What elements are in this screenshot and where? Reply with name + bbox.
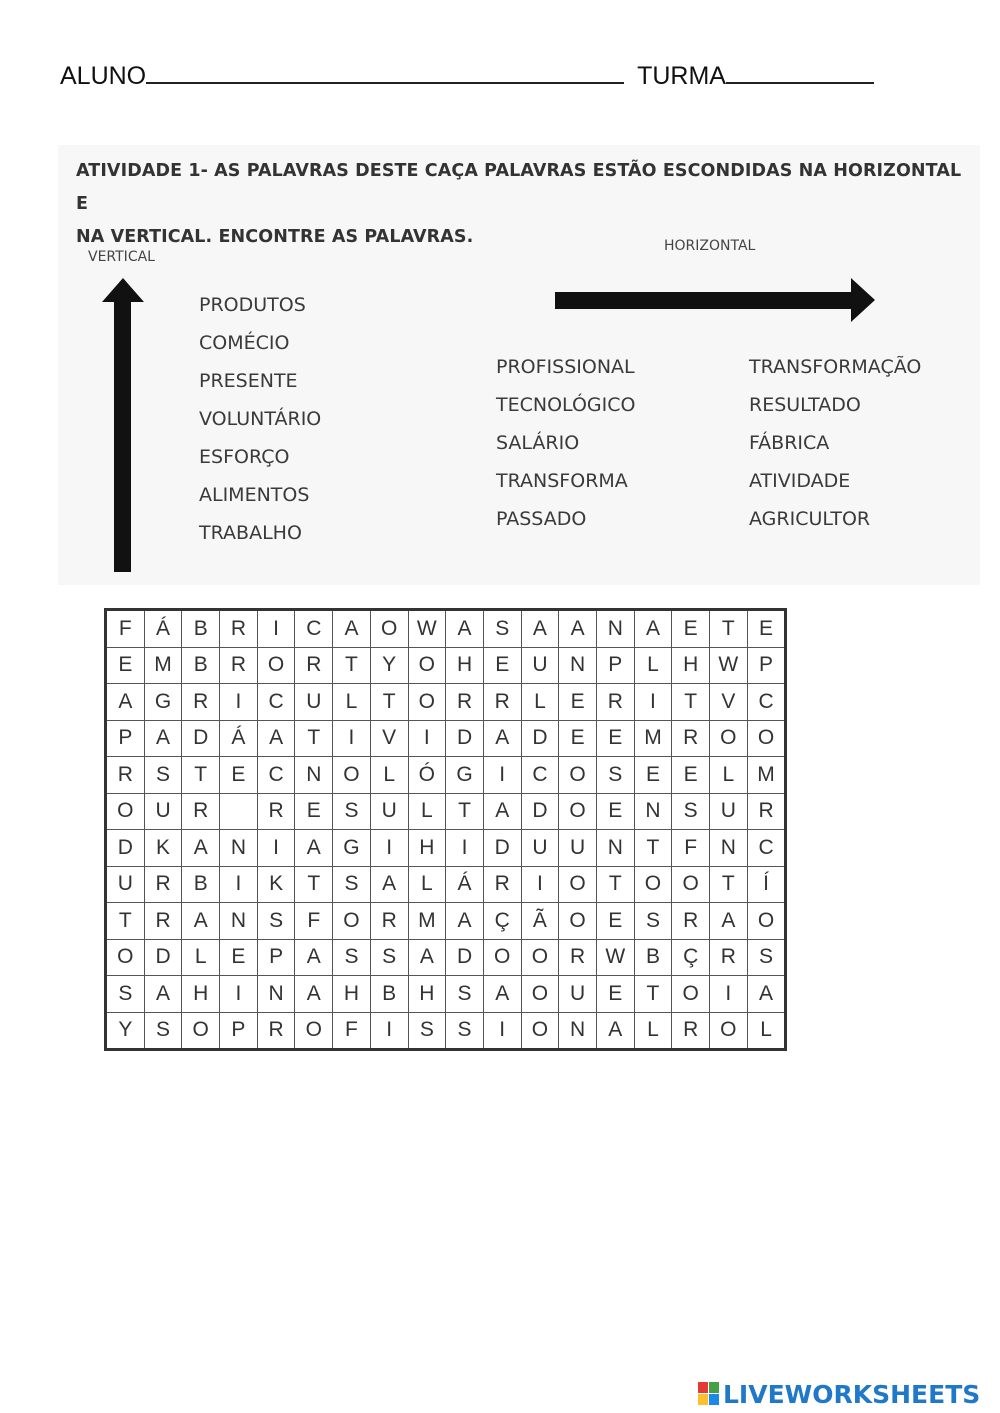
grid-cell[interactable]: A: [446, 903, 484, 940]
grid-cell[interactable]: O: [182, 1012, 220, 1050]
grid-cell[interactable]: T: [710, 866, 748, 903]
grid-cell[interactable]: I: [257, 830, 295, 867]
grid-cell[interactable]: H: [333, 976, 371, 1013]
vertical-word: ESFORÇO: [199, 446, 290, 468]
grid-cell[interactable]: N: [220, 903, 258, 940]
grid-cell[interactable]: R: [295, 647, 333, 684]
grid-cell[interactable]: O: [559, 793, 597, 830]
grid-cell[interactable]: S: [144, 1012, 182, 1050]
grid-cell[interactable]: O: [370, 610, 408, 648]
grid-cell[interactable]: M: [144, 647, 182, 684]
grid-cell[interactable]: P: [106, 720, 145, 757]
grid-cell[interactable]: D: [521, 793, 559, 830]
grid-cell[interactable]: Ç: [483, 903, 521, 940]
grid-cell[interactable]: T: [596, 866, 634, 903]
grid-cell[interactable]: N: [559, 647, 597, 684]
grid-cell[interactable]: Ã: [521, 903, 559, 940]
grid-cell[interactable]: W: [408, 610, 446, 648]
grid-cell[interactable]: T: [672, 684, 710, 721]
grid-cell[interactable]: R: [747, 793, 786, 830]
grid-cell[interactable]: D: [446, 720, 484, 757]
grid-cell[interactable]: P: [747, 647, 786, 684]
grid-cell[interactable]: O: [257, 647, 295, 684]
grid-cell[interactable]: O: [483, 939, 521, 976]
grid-cell[interactable]: K: [144, 830, 182, 867]
vertical-word: COMÉCIO: [199, 332, 290, 354]
grid-cell[interactable]: R: [596, 684, 634, 721]
grid-cell[interactable]: W: [710, 647, 748, 684]
grid-cell[interactable]: Í: [747, 866, 786, 903]
grid-cell[interactable]: R: [559, 939, 597, 976]
grid-cell[interactable]: C: [257, 684, 295, 721]
grid-cell[interactable]: [220, 793, 258, 830]
grid-cell[interactable]: Ç: [672, 939, 710, 976]
student-label: ALUNO: [60, 62, 147, 90]
grid-cell[interactable]: A: [483, 720, 521, 757]
grid-cell[interactable]: D: [521, 720, 559, 757]
grid-cell[interactable]: I: [220, 684, 258, 721]
grid-cell[interactable]: D: [483, 830, 521, 867]
grid-cell[interactable]: S: [257, 903, 295, 940]
grid-cell[interactable]: E: [596, 976, 634, 1013]
grid-cell[interactable]: H: [446, 647, 484, 684]
grid-cell[interactable]: S: [672, 793, 710, 830]
grid-cell[interactable]: L: [408, 793, 446, 830]
grid-cell[interactable]: M: [747, 757, 786, 794]
grid-row: [106, 610, 786, 648]
grid-cell[interactable]: W: [596, 939, 634, 976]
grid-cell[interactable]: U: [521, 830, 559, 867]
grid-cell[interactable]: A: [106, 684, 145, 721]
grid-row: [106, 976, 786, 1013]
grid-cell[interactable]: Á: [144, 610, 182, 648]
grid-cell[interactable]: O: [106, 939, 145, 976]
vertical-word: PRESENTE: [199, 370, 298, 392]
grid-cell[interactable]: O: [634, 866, 672, 903]
grid-cell[interactable]: O: [559, 866, 597, 903]
grid-cell[interactable]: A: [446, 610, 484, 648]
grid-cell[interactable]: N: [596, 830, 634, 867]
grid-cell[interactable]: N: [596, 610, 634, 648]
grid-cell[interactable]: T: [333, 647, 371, 684]
grid-cell[interactable]: O: [521, 976, 559, 1013]
grid-cell[interactable]: E: [220, 939, 258, 976]
grid-cell[interactable]: S: [596, 757, 634, 794]
grid-cell[interactable]: E: [559, 720, 597, 757]
grid-cell[interactable]: R: [710, 939, 748, 976]
grid-cell[interactable]: R: [672, 903, 710, 940]
grid-cell[interactable]: E: [483, 647, 521, 684]
grid-cell[interactable]: Y: [106, 1012, 145, 1050]
horizontal-word: TRANSFORMAÇÃO: [749, 356, 922, 378]
grid-cell[interactable]: A: [144, 720, 182, 757]
vertical-label: VERTICAL: [88, 249, 155, 265]
grid-cell[interactable]: H: [408, 830, 446, 867]
grid-cell[interactable]: O: [521, 1012, 559, 1050]
grid-cell[interactable]: E: [596, 793, 634, 830]
grid-cell[interactable]: O: [672, 866, 710, 903]
grid-cell[interactable]: U: [106, 866, 145, 903]
grid-cell[interactable]: E: [220, 757, 258, 794]
grid-cell[interactable]: N: [710, 830, 748, 867]
grid-cell[interactable]: N: [220, 830, 258, 867]
grid-cell[interactable]: O: [710, 1012, 748, 1050]
horizontal-word: TRANSFORMA: [496, 470, 628, 492]
vertical-word: VOLUNTÁRIO: [199, 408, 322, 430]
grid-cell[interactable]: G: [446, 757, 484, 794]
grid-cell[interactable]: O: [408, 647, 446, 684]
vertical-word: ALIMENTOS: [199, 484, 310, 506]
grid-cell[interactable]: C: [747, 830, 786, 867]
grid-cell[interactable]: R: [144, 866, 182, 903]
grid-cell[interactable]: B: [182, 647, 220, 684]
grid-cell[interactable]: B: [182, 610, 220, 648]
grid-cell[interactable]: G: [144, 684, 182, 721]
grid-cell[interactable]: A: [257, 720, 295, 757]
grid-cell[interactable]: E: [559, 684, 597, 721]
grid-cell[interactable]: D: [144, 939, 182, 976]
grid-cell[interactable]: A: [295, 939, 333, 976]
grid-cell[interactable]: S: [483, 610, 521, 648]
grid-cell[interactable]: U: [521, 647, 559, 684]
grid-row: [106, 830, 786, 867]
grid-cell[interactable]: S: [446, 976, 484, 1013]
grid-cell[interactable]: Á: [220, 720, 258, 757]
grid-cell[interactable]: L: [634, 647, 672, 684]
grid-cell[interactable]: R: [106, 757, 145, 794]
grid-cell[interactable]: L: [333, 684, 371, 721]
grid-cell[interactable]: T: [446, 793, 484, 830]
grid-cell[interactable]: M: [634, 720, 672, 757]
grid-cell[interactable]: I: [333, 720, 371, 757]
grid-cell[interactable]: E: [106, 647, 145, 684]
grid-cell[interactable]: R: [672, 720, 710, 757]
grid-cell[interactable]: O: [672, 976, 710, 1013]
grid-cell[interactable]: L: [710, 757, 748, 794]
grid-cell[interactable]: I: [634, 684, 672, 721]
grid-cell[interactable]: O: [747, 720, 786, 757]
grid-cell[interactable]: T: [634, 830, 672, 867]
grid-cell[interactable]: O: [521, 939, 559, 976]
grid-cell[interactable]: E: [634, 757, 672, 794]
grid-cell[interactable]: G: [333, 830, 371, 867]
grid-cell[interactable]: L: [370, 757, 408, 794]
grid-cell[interactable]: B: [634, 939, 672, 976]
grid-cell[interactable]: A: [408, 939, 446, 976]
grid-cell[interactable]: F: [333, 1012, 371, 1050]
grid-cell[interactable]: S: [106, 976, 145, 1013]
grid-row: [106, 866, 786, 903]
grid-cell[interactable]: E: [596, 903, 634, 940]
grid-cell[interactable]: A: [559, 610, 597, 648]
grid-cell[interactable]: E: [295, 793, 333, 830]
grid-cell[interactable]: R: [182, 793, 220, 830]
grid-row: [106, 793, 786, 830]
grid-cell[interactable]: F: [295, 903, 333, 940]
grid-cell[interactable]: O: [710, 720, 748, 757]
grid-cell[interactable]: D: [106, 830, 145, 867]
grid-cell[interactable]: T: [710, 610, 748, 648]
grid-cell[interactable]: O: [333, 757, 371, 794]
grid-cell[interactable]: P: [220, 1012, 258, 1050]
class-blank[interactable]: [726, 60, 874, 84]
grid-cell[interactable]: O: [295, 1012, 333, 1050]
grid-row: [106, 720, 786, 757]
horizontal-word-list-1: [496, 348, 635, 538]
horizontal-word: SALÁRIO: [496, 432, 580, 454]
grid-cell[interactable]: I: [220, 866, 258, 903]
grid-cell[interactable]: A: [483, 976, 521, 1013]
grid-cell[interactable]: L: [182, 939, 220, 976]
grid-cell[interactable]: P: [257, 939, 295, 976]
liveworksheets-logo-icon: [698, 1382, 720, 1406]
grid-cell[interactable]: A: [710, 903, 748, 940]
grid-cell[interactable]: L: [634, 1012, 672, 1050]
grid-cell[interactable]: E: [672, 757, 710, 794]
horizontal-word-list-2: [749, 348, 921, 538]
horizontal-word: PASSADO: [496, 508, 587, 530]
grid-cell[interactable]: A: [144, 976, 182, 1013]
grid-cell[interactable]: V: [710, 684, 748, 721]
horizontal-word: AGRICULTOR: [749, 508, 871, 530]
instructions: [76, 155, 976, 254]
grid-cell[interactable]: O: [408, 684, 446, 721]
grid-cell[interactable]: I: [483, 757, 521, 794]
grid-cell[interactable]: T: [295, 866, 333, 903]
grid-cell[interactable]: T: [370, 684, 408, 721]
grid-cell[interactable]: L: [408, 866, 446, 903]
horizontal-label: HORIZONTAL: [664, 238, 756, 254]
horizontal-arrow-icon: [555, 278, 877, 324]
grid-cell[interactable]: U: [370, 793, 408, 830]
grid-cell[interactable]: A: [747, 976, 786, 1013]
grid-cell[interactable]: P: [596, 647, 634, 684]
horizontal-word: FÁBRICA: [749, 432, 830, 454]
grid-cell[interactable]: E: [747, 610, 786, 648]
grid-cell[interactable]: H: [408, 976, 446, 1013]
grid-cell[interactable]: Y: [370, 647, 408, 684]
grid-row: [106, 939, 786, 976]
grid-row: [106, 757, 786, 794]
grid-cell[interactable]: H: [182, 976, 220, 1013]
grid-cell[interactable]: E: [672, 610, 710, 648]
grid-cell[interactable]: T: [295, 720, 333, 757]
grid-cell[interactable]: R: [220, 610, 258, 648]
grid-cell[interactable]: S: [408, 1012, 446, 1050]
grid-cell[interactable]: Ó: [408, 757, 446, 794]
grid-cell[interactable]: A: [521, 610, 559, 648]
grid-cell[interactable]: T: [634, 976, 672, 1013]
grid-cell[interactable]: C: [747, 684, 786, 721]
grid-cell[interactable]: I: [446, 830, 484, 867]
grid-cell[interactable]: R: [483, 684, 521, 721]
grid-cell[interactable]: D: [446, 939, 484, 976]
grid-cell[interactable]: R: [672, 1012, 710, 1050]
grid-cell[interactable]: A: [483, 793, 521, 830]
grid-cell[interactable]: A: [295, 830, 333, 867]
grid-cell[interactable]: R: [257, 793, 295, 830]
grid-cell[interactable]: U: [295, 684, 333, 721]
grid-cell[interactable]: K: [257, 866, 295, 903]
grid-cell[interactable]: U: [144, 793, 182, 830]
grid-cell[interactable]: T: [106, 903, 145, 940]
grid-cell[interactable]: O: [559, 903, 597, 940]
grid-row: [106, 903, 786, 940]
grid-cell[interactable]: Á: [446, 866, 484, 903]
vertical-word: TRABALHO: [199, 522, 302, 544]
grid-cell[interactable]: R: [182, 684, 220, 721]
grid-cell[interactable]: R: [370, 903, 408, 940]
grid-cell[interactable]: D: [182, 720, 220, 757]
grid-cell[interactable]: S: [333, 793, 371, 830]
grid-cell[interactable]: A: [370, 866, 408, 903]
grid-row: [106, 684, 786, 721]
class-label: TURMA: [637, 62, 726, 90]
word-search-grid: [104, 608, 787, 1051]
vertical-arrow-icon: [100, 278, 146, 574]
grid-cell[interactable]: V: [370, 720, 408, 757]
grid-cell[interactable]: L: [747, 1012, 786, 1050]
grid-cell[interactable]: A: [182, 903, 220, 940]
grid-cell[interactable]: R: [483, 866, 521, 903]
horizontal-word: PROFISSIONAL: [496, 356, 635, 378]
horizontal-word: ATIVIDADE: [749, 470, 851, 492]
grid-cell[interactable]: S: [747, 939, 786, 976]
grid-cell[interactable]: A: [182, 830, 220, 867]
grid-cell[interactable]: R: [257, 1012, 295, 1050]
brand-logo: [698, 1378, 980, 1410]
grid-cell[interactable]: A: [634, 610, 672, 648]
grid-row: [106, 1012, 786, 1050]
grid-cell[interactable]: I: [370, 1012, 408, 1050]
grid-cell[interactable]: B: [182, 866, 220, 903]
grid-cell[interactable]: L: [521, 684, 559, 721]
grid-cell[interactable]: N: [634, 793, 672, 830]
grid-cell[interactable]: A: [333, 610, 371, 648]
horizontal-word: TECNOLÓGICO: [496, 394, 636, 416]
brand-name: LIVEWORKSHEETS: [723, 1379, 981, 1409]
grid-cell[interactable]: I: [483, 1012, 521, 1050]
vertical-word: PRODUTOS: [199, 294, 306, 316]
grid-cell[interactable]: H: [672, 647, 710, 684]
grid-cell[interactable]: I: [521, 866, 559, 903]
grid-cell[interactable]: R: [220, 647, 258, 684]
grid-cell[interactable]: I: [408, 720, 446, 757]
grid-cell[interactable]: C: [295, 610, 333, 648]
grid-cell[interactable]: R: [144, 903, 182, 940]
vertical-word-list: [199, 286, 321, 552]
grid-cell[interactable]: I: [220, 976, 258, 1013]
grid-cell[interactable]: A: [295, 976, 333, 1013]
horizontal-word: RESULTADO: [749, 394, 861, 416]
grid-cell[interactable]: F: [672, 830, 710, 867]
grid-cell[interactable]: C: [521, 757, 559, 794]
grid-cell[interactable]: R: [446, 684, 484, 721]
grid-cell[interactable]: M: [408, 903, 446, 940]
grid-cell[interactable]: S: [446, 1012, 484, 1050]
grid-cell[interactable]: N: [295, 757, 333, 794]
grid-cell[interactable]: U: [559, 830, 597, 867]
grid-cell[interactable]: T: [182, 757, 220, 794]
grid-cell[interactable]: U: [559, 976, 597, 1013]
grid-cell[interactable]: S: [333, 866, 371, 903]
grid-cell[interactable]: U: [710, 793, 748, 830]
instructions-line-2: NA VERTICAL. ENCONTRE AS PALAVRAS.: [76, 227, 474, 247]
grid-cell[interactable]: F: [106, 610, 145, 648]
grid-cell[interactable]: S: [333, 939, 371, 976]
student-header: [60, 60, 874, 91]
grid-cell[interactable]: I: [257, 610, 295, 648]
grid-cell[interactable]: S: [370, 939, 408, 976]
grid-cell[interactable]: O: [333, 903, 371, 940]
student-name-blank[interactable]: [146, 60, 624, 84]
grid-cell[interactable]: E: [596, 720, 634, 757]
grid-cell[interactable]: I: [370, 830, 408, 867]
instructions-line-1: ATIVIDADE 1- AS PALAVRAS DESTE CAÇA PALAVRAS ESTÃO ESCONDIDAS NA HORIZONTAL E: [76, 161, 962, 214]
grid-cell[interactable]: N: [559, 1012, 597, 1050]
grid-cell[interactable]: N: [257, 976, 295, 1013]
grid-row: [106, 647, 786, 684]
grid-cell[interactable]: C: [257, 757, 295, 794]
grid-cell[interactable]: S: [144, 757, 182, 794]
grid-cell[interactable]: O: [747, 903, 786, 940]
grid-cell[interactable]: O: [106, 793, 145, 830]
grid-cell[interactable]: S: [634, 903, 672, 940]
grid-cell[interactable]: B: [370, 976, 408, 1013]
grid-cell[interactable]: A: [596, 1012, 634, 1050]
grid-cell[interactable]: I: [710, 976, 748, 1013]
grid-cell[interactable]: O: [559, 757, 597, 794]
